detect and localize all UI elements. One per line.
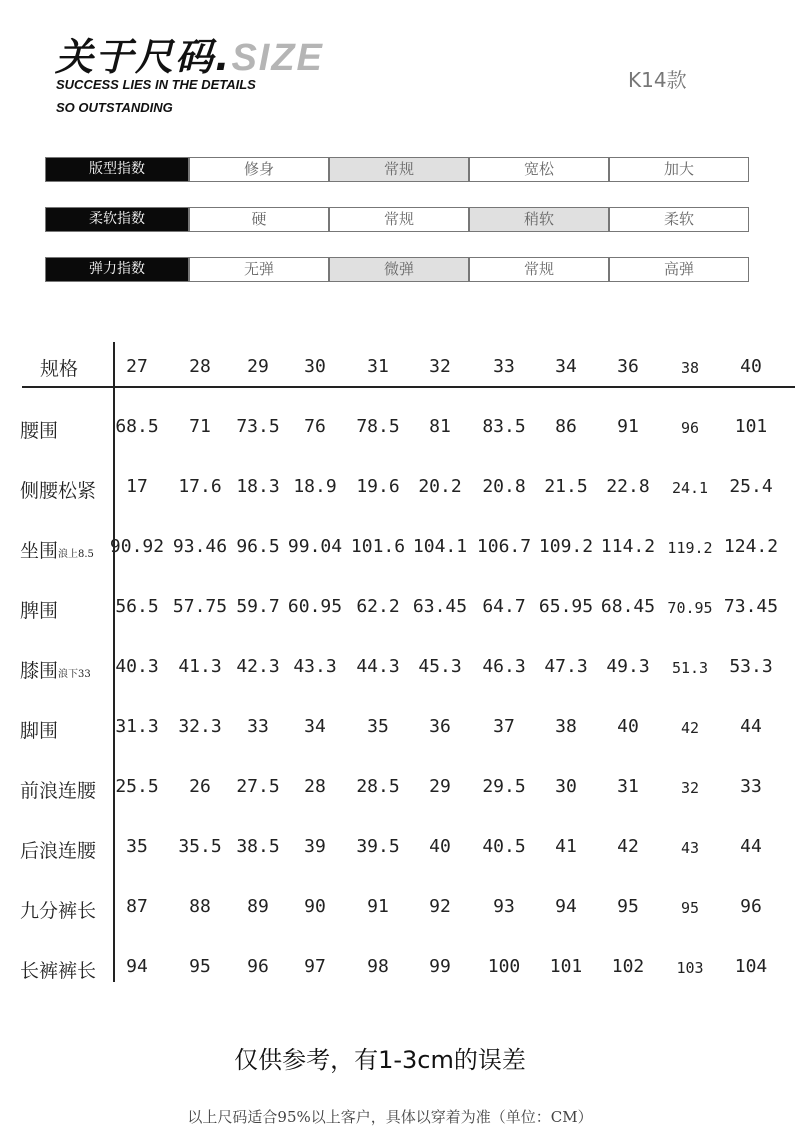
table-cell: 17 bbox=[126, 476, 148, 497]
table-cell: 31 bbox=[617, 776, 639, 797]
table-cell: 20.2 bbox=[418, 476, 462, 497]
subtitle-line-2: SO OUTSTANDING bbox=[56, 100, 173, 115]
table-cell: 96.5 bbox=[236, 536, 280, 557]
title-text: 关于尺码. bbox=[55, 35, 232, 79]
row-label bbox=[20, 836, 96, 863]
table-cell: 38 bbox=[555, 716, 577, 737]
table-cell: 43.3 bbox=[293, 656, 337, 677]
table-cell: 28.5 bbox=[356, 776, 400, 797]
row-label-text: 前浪连腰 bbox=[20, 780, 97, 802]
index-option: 无弹 bbox=[188, 258, 328, 281]
table-cell: 68.5 bbox=[115, 416, 159, 437]
table-cell: 57.75 bbox=[172, 596, 228, 617]
table-cell: 65.95 bbox=[538, 596, 594, 617]
table-cell: 76 bbox=[304, 416, 326, 437]
table-cell: 20.8 bbox=[482, 476, 526, 497]
table-cell: 27.5 bbox=[236, 776, 280, 797]
table-cell: 47.3 bbox=[544, 656, 588, 677]
table-cell: 99 bbox=[429, 956, 451, 977]
table-cell: 94 bbox=[555, 896, 577, 917]
row-label-text: 后浪连腰 bbox=[20, 840, 97, 862]
row-label bbox=[20, 476, 96, 503]
table-cell: 40.3 bbox=[115, 656, 159, 677]
table-cell: 26 bbox=[189, 776, 211, 797]
table-cell: 37 bbox=[493, 716, 515, 737]
row-label-text: 长裤裤长 bbox=[20, 960, 97, 982]
table-cell: 21.5 bbox=[544, 476, 588, 497]
index-label: 版型指数 bbox=[46, 158, 188, 181]
table-cell: 91 bbox=[617, 416, 639, 437]
table-cell: 56.5 bbox=[115, 596, 159, 617]
table-cell: 18.3 bbox=[236, 476, 280, 497]
page-title bbox=[55, 26, 324, 81]
table-cell: 18.9 bbox=[293, 476, 337, 497]
table-cell: 42 bbox=[617, 836, 639, 857]
table-cell: 64.7 bbox=[482, 596, 526, 617]
row-label-text: 侧腰松紧 bbox=[20, 480, 97, 502]
row-label bbox=[20, 536, 94, 563]
size-header-cell: 27 bbox=[126, 356, 148, 377]
size-header-cell: 30 bbox=[304, 356, 326, 377]
table-cell: 70.95 bbox=[667, 599, 713, 617]
table-cell: 106.7 bbox=[476, 536, 532, 557]
index-option: 稍软 bbox=[468, 208, 608, 231]
row-label-text: 脾围 bbox=[20, 600, 59, 622]
row-label-note: 浪下33 bbox=[58, 669, 91, 680]
table-cell: 35 bbox=[126, 836, 148, 857]
table-cell: 62.2 bbox=[356, 596, 400, 617]
table-cell: 38.5 bbox=[236, 836, 280, 857]
row-label-text: 腰围 bbox=[20, 420, 59, 442]
row-label bbox=[20, 956, 96, 983]
table-cell: 81 bbox=[429, 416, 451, 437]
table-cell: 95 bbox=[680, 899, 700, 917]
table-cell: 101 bbox=[734, 416, 768, 437]
table-cell: 104 bbox=[734, 956, 768, 977]
row-label bbox=[20, 716, 58, 743]
table-cell: 32.3 bbox=[178, 716, 222, 737]
size-header-cell: 29 bbox=[247, 356, 269, 377]
model-code: K14款 bbox=[628, 68, 687, 92]
row-label-text: 坐围 bbox=[20, 540, 59, 562]
size-header-cell: 31 bbox=[367, 356, 389, 377]
table-cell: 78.5 bbox=[356, 416, 400, 437]
table-cell: 63.45 bbox=[412, 596, 468, 617]
table-cell: 101.6 bbox=[350, 536, 406, 557]
table-cell: 40.5 bbox=[482, 836, 526, 857]
table-cell: 45.3 bbox=[418, 656, 462, 677]
table-cell: 96 bbox=[247, 956, 269, 977]
table-cell: 93 bbox=[493, 896, 515, 917]
row-label bbox=[20, 656, 91, 683]
table-cell: 35 bbox=[367, 716, 389, 737]
row-label-note: 浪上8.5 bbox=[58, 549, 94, 560]
table-cell: 73.45 bbox=[723, 596, 779, 617]
table-cell: 35.5 bbox=[178, 836, 222, 857]
table-cell: 32 bbox=[680, 779, 700, 797]
table-cell: 49.3 bbox=[606, 656, 650, 677]
table-cell: 94 bbox=[126, 956, 148, 977]
table-cell: 90.92 bbox=[109, 536, 165, 557]
table-cell: 53.3 bbox=[729, 656, 773, 677]
table-cell: 59.7 bbox=[236, 596, 280, 617]
table-cell: 95 bbox=[617, 896, 639, 917]
table-cell: 99.04 bbox=[287, 536, 343, 557]
table-cell: 68.45 bbox=[600, 596, 656, 617]
index-bar bbox=[45, 207, 749, 232]
table-cell: 83.5 bbox=[482, 416, 526, 437]
row-label bbox=[20, 776, 96, 803]
table-header-divider bbox=[22, 386, 795, 388]
size-header-cell: 34 bbox=[555, 356, 577, 377]
index-option: 常规 bbox=[468, 258, 608, 281]
table-cell: 19.6 bbox=[356, 476, 400, 497]
table-cell: 100 bbox=[487, 956, 521, 977]
row-label bbox=[20, 896, 96, 923]
table-cell: 44 bbox=[740, 716, 762, 737]
row-label-text: 膝围 bbox=[20, 660, 59, 682]
table-cell: 89 bbox=[247, 896, 269, 917]
index-bar bbox=[45, 257, 749, 282]
table-cell: 102 bbox=[611, 956, 645, 977]
table-cell: 39 bbox=[304, 836, 326, 857]
table-cell: 103 bbox=[676, 959, 704, 977]
index-label: 柔软指数 bbox=[46, 208, 188, 231]
table-cell: 30 bbox=[555, 776, 577, 797]
table-cell: 40 bbox=[617, 716, 639, 737]
table-cell: 124.2 bbox=[723, 536, 779, 557]
table-cell: 104.1 bbox=[412, 536, 468, 557]
table-cell: 101 bbox=[549, 956, 583, 977]
tolerance-note: 仅供参考，有1-3cm的误差 bbox=[234, 1046, 526, 1074]
table-cell: 93.46 bbox=[172, 536, 228, 557]
table-cell: 43 bbox=[680, 839, 700, 857]
table-cell: 109.2 bbox=[538, 536, 594, 557]
size-header-cell: 28 bbox=[189, 356, 211, 377]
table-cell: 42 bbox=[680, 719, 700, 737]
row-label-text: 九分裤长 bbox=[20, 900, 97, 922]
table-cell: 96 bbox=[680, 419, 700, 437]
table-cell: 22.8 bbox=[606, 476, 650, 497]
table-cell: 25.4 bbox=[729, 476, 773, 497]
table-cell: 17.6 bbox=[178, 476, 222, 497]
size-header-cell: 36 bbox=[617, 356, 639, 377]
table-cell: 87 bbox=[126, 896, 148, 917]
index-option: 常规 bbox=[328, 208, 468, 231]
table-cell: 41 bbox=[555, 836, 577, 857]
size-header-cell: 40 bbox=[740, 356, 762, 377]
table-cell: 24.1 bbox=[671, 479, 709, 497]
index-bar bbox=[45, 157, 749, 182]
table-cell: 33 bbox=[247, 716, 269, 737]
table-cell: 86 bbox=[555, 416, 577, 437]
table-cell: 40 bbox=[429, 836, 451, 857]
size-header-cell: 32 bbox=[429, 356, 451, 377]
table-cell: 29 bbox=[429, 776, 451, 797]
size-header-cell: 33 bbox=[493, 356, 515, 377]
index-option: 柔软 bbox=[608, 208, 748, 231]
table-cell: 71 bbox=[189, 416, 211, 437]
table-cell: 114.2 bbox=[600, 536, 656, 557]
table-cell: 91 bbox=[367, 896, 389, 917]
row-label bbox=[20, 596, 58, 623]
table-cell: 90 bbox=[304, 896, 326, 917]
table-cell: 46.3 bbox=[482, 656, 526, 677]
table-cell: 44 bbox=[740, 836, 762, 857]
table-cell: 34 bbox=[304, 716, 326, 737]
index-option: 宽松 bbox=[468, 158, 608, 181]
table-cell: 31.3 bbox=[115, 716, 159, 737]
table-cell: 95 bbox=[189, 956, 211, 977]
table-cell: 88 bbox=[189, 896, 211, 917]
table-cell: 73.5 bbox=[236, 416, 280, 437]
table-cell: 41.3 bbox=[178, 656, 222, 677]
table-cell: 29.5 bbox=[482, 776, 526, 797]
row-label-text: 脚围 bbox=[20, 720, 59, 742]
table-cell: 39.5 bbox=[356, 836, 400, 857]
table-cell: 96 bbox=[740, 896, 762, 917]
table-cell: 92 bbox=[429, 896, 451, 917]
table-cell: 36 bbox=[429, 716, 451, 737]
table-cell: 119.2 bbox=[667, 539, 713, 557]
table-corner-label: 规格 bbox=[40, 358, 79, 380]
table-cell: 98 bbox=[367, 956, 389, 977]
table-cell: 25.5 bbox=[115, 776, 159, 797]
index-option: 修身 bbox=[188, 158, 328, 181]
index-label: 弹力指数 bbox=[46, 258, 188, 281]
table-cell: 42.3 bbox=[236, 656, 280, 677]
table-cell: 60.95 bbox=[287, 596, 343, 617]
table-cell: 44.3 bbox=[356, 656, 400, 677]
row-label bbox=[20, 416, 58, 443]
index-option: 硬 bbox=[188, 208, 328, 231]
index-option: 微弹 bbox=[328, 258, 468, 281]
size-header-cell: 38 bbox=[680, 359, 700, 377]
index-option: 加大 bbox=[608, 158, 748, 181]
fit-disclaimer: 以上尺码适合95%以上客户，具体以穿着为准（单位：CM） bbox=[187, 1108, 593, 1126]
table-cell: 97 bbox=[304, 956, 326, 977]
table-cell: 33 bbox=[740, 776, 762, 797]
title-accent: SIZE bbox=[231, 37, 324, 79]
subtitle-line-1: SUCCESS LIES IN THE DETAILS bbox=[56, 77, 256, 92]
table-cell: 51.3 bbox=[671, 659, 709, 677]
table-cell: 28 bbox=[304, 776, 326, 797]
index-option: 常规 bbox=[328, 158, 468, 181]
index-option: 高弹 bbox=[608, 258, 748, 281]
